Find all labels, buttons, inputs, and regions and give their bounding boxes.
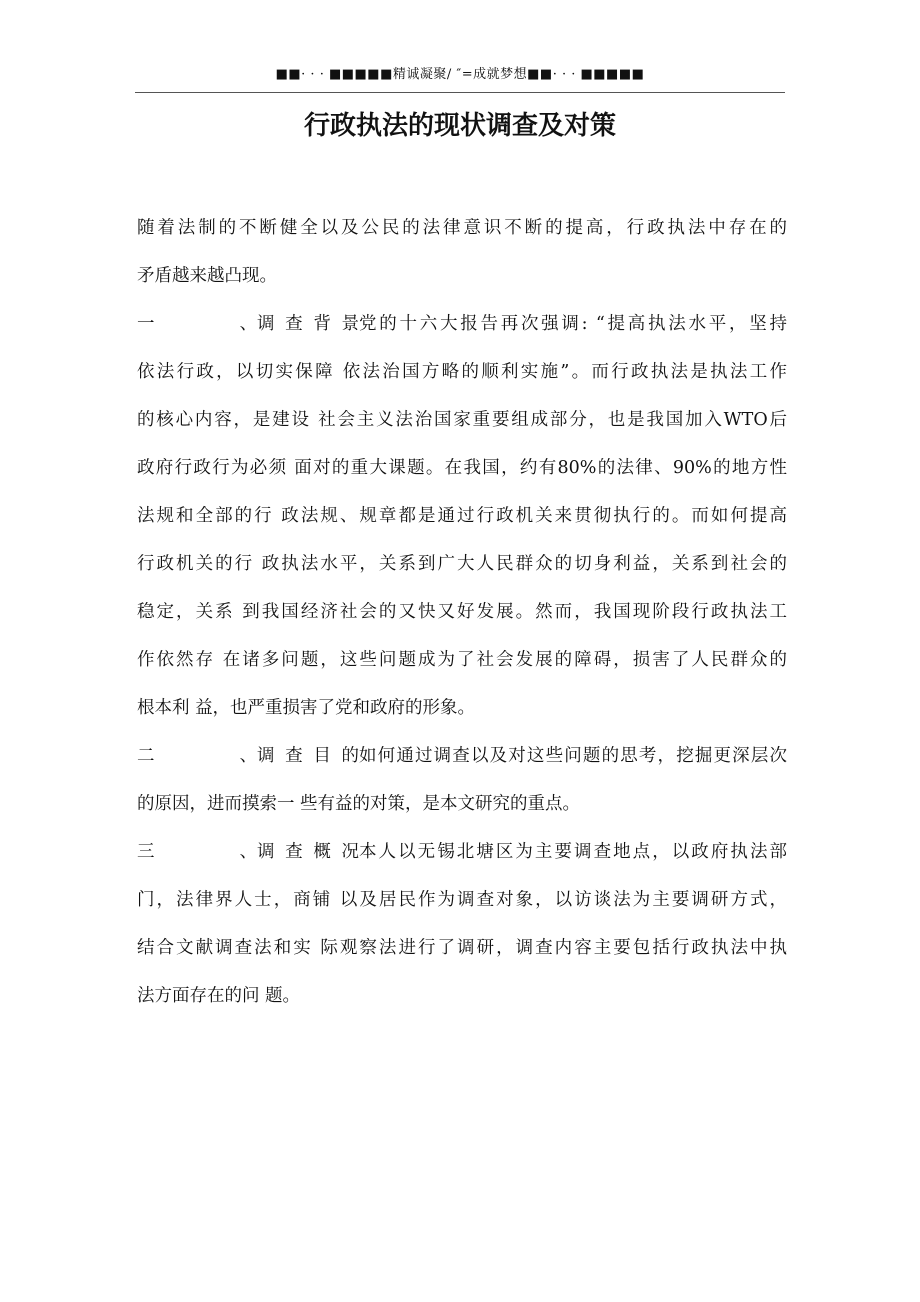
intro-line-2: 矛盾越来越凸现。 bbox=[137, 266, 277, 286]
section-3-line-2: 门，法律界人士，商铺 以及居民作为调查对象，以访谈法为主要调研方式， bbox=[137, 890, 787, 910]
section-1-line-2: 依法行政，以切实保障 依法治国方略的顺利实施”。而行政执法是执法工作 bbox=[137, 362, 787, 382]
section-1-line-4: 政府行政行为必须 面对的重大课题。在我国，约有80%的法律、90%的地方性 bbox=[137, 458, 787, 478]
section-1-line-7: 稳定，关系 到我国经济社会的又快又好发展。然而，我国现阶段行政执法工 bbox=[137, 602, 787, 622]
section-3-heading-line bbox=[137, 832, 787, 880]
section-1-heading-line bbox=[137, 304, 787, 352]
page-header: ■■· · · ■■■■■精诚凝聚/ ″=成就梦想■■· · · ■■■■■ bbox=[275, 67, 645, 82]
section-2-number: 二、 bbox=[137, 746, 257, 766]
section-1-line-8: 作依然存 在诸多问题，这些问题成为了社会发展的障碍，损害了人民群众的 bbox=[137, 650, 787, 670]
section-2-first-line: 如何通过调查以及对这些问题的思考，挖掘更深层次 bbox=[359, 746, 787, 766]
intro-line-1: 随着法制的不断健全以及公民的法律意识不断的提高，行政执法中存在的 bbox=[137, 218, 787, 238]
section-1-first-line: 党的十六大报告再次强调: “提高执法水平，坚持 bbox=[359, 314, 787, 334]
section-1-heading: 调查背景 bbox=[257, 314, 359, 334]
section-3-first-line: 本人以无锡北塘区为主要调查地点，以政府执法部 bbox=[359, 842, 787, 862]
section-3-number: 三、 bbox=[137, 842, 257, 862]
section-1-line-5: 法规和全部的行 政法规、规章都是通过行政机关来贯彻执行的。而如何提高 bbox=[137, 506, 787, 526]
header-divider bbox=[135, 92, 785, 93]
section-2-heading: 调查目的 bbox=[257, 746, 359, 766]
section-1-line-9: 根本利 益，也严重损害了党和政府的形象。 bbox=[137, 698, 476, 718]
section-3-line-4: 法方面存在的问 题。 bbox=[137, 986, 301, 1006]
section-2-line-2: 的原因，进而摸索一 些有益的对策，是本文研究的重点。 bbox=[137, 794, 581, 814]
document-body bbox=[137, 208, 787, 1024]
section-3-line-3: 结合文献调查法和实 际观察法进行了调研，调查内容主要包括行政执法中执 bbox=[137, 938, 787, 958]
section-3-heading: 调查概况 bbox=[257, 842, 359, 862]
section-1-line-3: 的核心内容，是建设 社会主义法治国家重要组成部分，也是我国加入WTO后 bbox=[137, 410, 787, 430]
section-1-number: 一、 bbox=[137, 314, 257, 334]
document-title: 行政执法的现状调查及对策 bbox=[303, 111, 616, 141]
section-1-line-6: 行政机关的行 政执法水平，关系到广大人民群众的切身利益，关系到社会的 bbox=[137, 554, 787, 574]
section-2-heading-line bbox=[137, 736, 787, 784]
